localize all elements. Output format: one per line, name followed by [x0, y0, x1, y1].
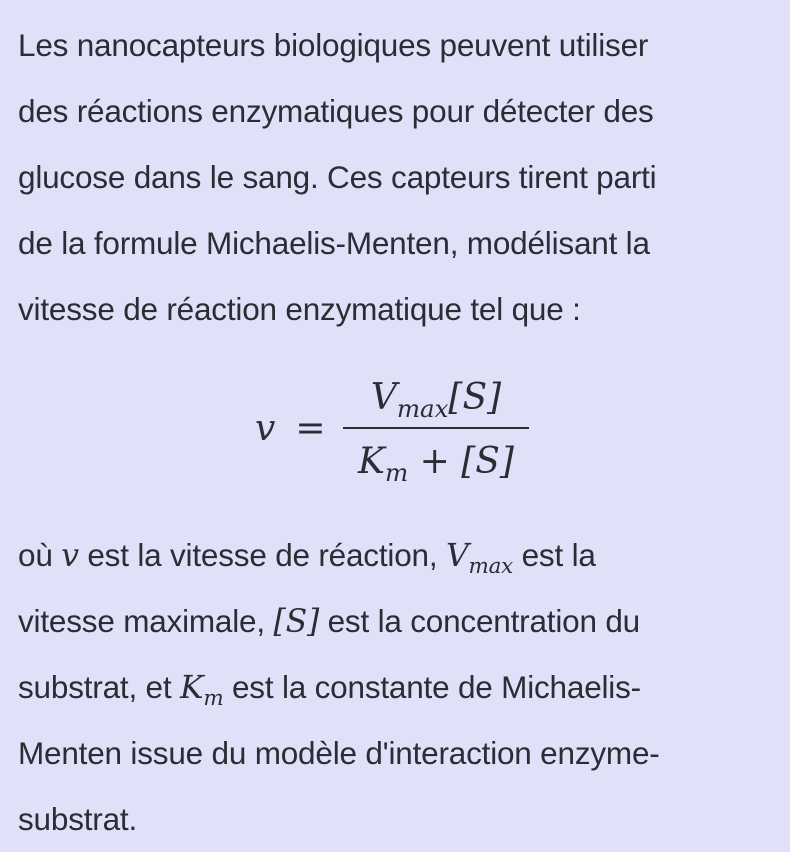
equals-sign: = — [295, 408, 326, 449]
text-line: où v est la vitesse de réaction, $V_{max}$ est la — [18, 537, 596, 579]
text-line: Menten issue du modèle d'interaction enzyme- — [18, 735, 660, 771]
text-line: Les nanocapteurs biologiques peuvent utiliser — [18, 27, 649, 63]
fraction-denominator: $K_m + [S]$ — [358, 441, 514, 487]
formula-fraction — [343, 365, 529, 490]
definitions-paragraph — [18, 522, 778, 852]
velocity-symbol: v — [255, 408, 276, 449]
fraction-numerator: $V_{max}[S]$ — [370, 377, 502, 423]
text-line: des réactions enzymatiques pour détecter des — [18, 93, 654, 129]
text-line: substrat, et $K_m$ est la constante de Michaelis- — [18, 669, 641, 711]
intro-paragraph — [18, 12, 778, 342]
text-line: vitesse de réaction enzymatique tel que : — [18, 291, 581, 327]
formula-lhs — [255, 408, 326, 449]
text-line: substrat. — [18, 801, 138, 837]
text-line: glucose dans le sang. Ces capteurs tirent parti — [18, 159, 657, 195]
text-line: vitesse maximale, [S] est la concentration du — [18, 603, 640, 640]
fraction-bar — [343, 427, 529, 429]
michaelis-menten-formula — [255, 365, 555, 490]
text-line: de la formule Michaelis-Menten, modélisant la — [18, 225, 650, 261]
